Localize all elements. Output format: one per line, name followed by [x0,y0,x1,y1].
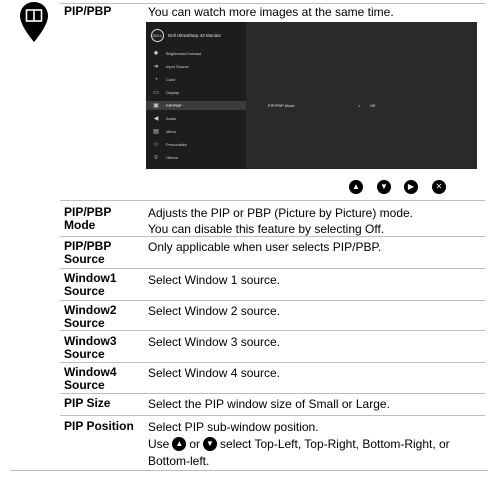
osd-item-label: Input Source [166,64,189,69]
row-text: Only applicable when user selects PIP/PBP. [148,240,382,254]
osd-menu [146,22,246,169]
audio-icon: ◀ [153,116,159,122]
pip-pbp-section-icon [20,2,48,42]
right-icon: ▶ [404,180,418,194]
dell-logo: DELL [151,29,164,42]
row-divider [60,300,485,301]
section-title: PIP/PBP [64,4,112,18]
row-divider [60,330,485,331]
bottom-rule [10,470,488,471]
row-text: Select Window 3 source. [148,335,281,349]
display-icon: ▭ [153,90,159,96]
row-label-pip-pbp-source: PIP/PBP Source [64,239,112,266]
row-label-window2-source: Window2 Source [64,303,117,330]
osd-item-label: PIP/PBP [166,103,182,108]
personalize-icon: ☆ [153,142,159,148]
osd-item-input-source [146,62,246,71]
close-icon: ✕ [432,180,446,194]
row-text: Select PIP sub-window position. [148,420,319,434]
row-text: Select Window 1 source. [148,273,281,287]
osd-submenu-label: PIP/PBP Mode [268,103,295,108]
row-text: You can disable this feature by selecting Off. [148,222,385,236]
row-text: Select the PIP window size of Small or Large. [148,397,390,411]
row-divider [60,268,485,269]
osd-item-brightness-contrast [146,49,246,58]
osd-item-menu [146,127,246,136]
osd-item-label: Audio [166,116,177,121]
osd-item-label: Display [166,90,180,95]
others-icon: ≡ [154,154,158,161]
pip-position-options-end: Bottom-left. [148,454,210,468]
osd-submenu-value: Off [370,103,376,108]
row-label-window4-source: Window4 Source [64,365,117,392]
osd-item-personalize [146,140,246,149]
section-description: You can watch more images at the same time. [148,5,394,19]
up-icon: ▲ [172,437,186,451]
down-icon: ▼ [377,180,391,194]
color-icon: ◔ [154,76,158,83]
input-source-icon: ➜ [153,64,159,70]
pip-position-options: select Top-Left, Top-Right, Bottom-Right, or [220,437,450,451]
row-divider [60,415,485,416]
row-divider [60,393,485,394]
osd-item-color [146,75,246,84]
osd-item-label: Personalize [166,142,187,147]
row-divider [60,200,485,201]
menu-icon: ▤ [153,129,159,135]
row-label-pip-position: PIP Position [64,419,134,433]
pip-pbp-icon: ▣ [153,103,159,109]
or-text: or [189,437,201,451]
brightness-contrast-icon: ✹ [153,51,159,57]
row-text: Select Window 2 source. [148,304,281,318]
row-divider [60,362,485,363]
osd-item-pip-pbp [146,101,246,110]
osd-item-label: Others [166,155,179,160]
down-icon: ▼ [203,437,217,451]
osd-item-display [146,88,246,97]
up-icon: ▲ [349,180,363,194]
row-text: Select Window 4 source. [148,366,281,380]
row-label-pip-pbp-mode: PIP/PBP Mode [64,205,112,232]
osd-item-label: Color [166,77,176,82]
row-label-window1-source: Window1 Source [64,271,117,298]
osd-title: Dell UltraSharp 43 Monitor [168,33,222,38]
use-text: Use [148,437,170,451]
row-text: Adjusts the PIP or PBP (Picture by Picture) mode. [148,206,414,220]
osd-item-label: Brightness/Contrast [166,51,202,56]
row-label-pip-size: PIP Size [64,396,111,410]
osd-brand [151,29,221,42]
pip-position-instruction [148,436,450,452]
osd-item-others [146,153,246,162]
osd-submenu-arrow: > [358,103,361,108]
osd-item-label: Menu [166,129,177,134]
osd-item-audio [146,114,246,123]
row-label-window3-source: Window3 Source [64,334,117,361]
osd-screenshot [146,22,477,169]
